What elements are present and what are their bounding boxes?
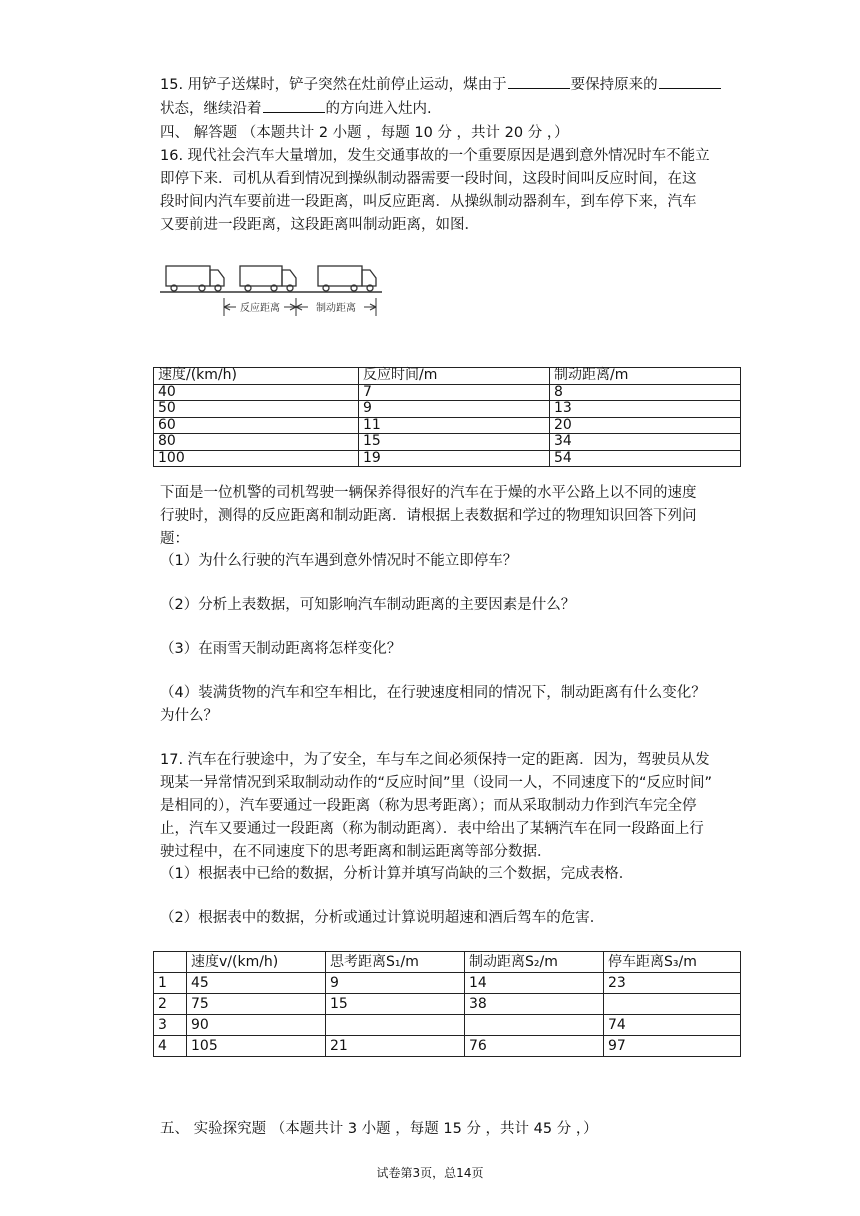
table-row xyxy=(154,994,741,1015)
cell: 13 xyxy=(550,401,741,418)
cell: 7 xyxy=(359,384,550,401)
q17-sub-1: （1）根据表中已给的数据，分析计算并填写尚缺的三个数据，完成表格． xyxy=(160,866,634,882)
q17-table xyxy=(153,951,741,1057)
q16-para-6: 行驶时，测得的反应距离和制动距离．请根据上表数据和学过的物理知识回答下列问 xyxy=(160,508,697,524)
q15-text-c: 状态，继续沿着 xyxy=(160,101,262,117)
header-cell xyxy=(154,952,187,973)
q16-para-1: 16. 现代社会汽车大量增加，发生交通事故的一个重要原因是遇到意外情况时车不能立 xyxy=(160,148,710,164)
q17-para-4: 止，汽车又要通过一段距离（称为制动距离）．表中给出了某辆汽车在同一段路面上行 xyxy=(160,821,704,837)
cell: 11 xyxy=(359,417,550,434)
cell: 19 xyxy=(359,450,550,467)
table-header-row xyxy=(154,368,741,385)
q15-line1 xyxy=(160,74,745,96)
cell: 20 xyxy=(550,417,741,434)
cell: 100 xyxy=(154,450,359,467)
trucks-diagram xyxy=(160,258,385,320)
q16-sub-1: （1）为什么行驶的汽车遇到意外情况时不能立即停车？ xyxy=(160,553,518,569)
q17-para-3: 是相同的），汽车要通过一段距离（称为思考距离）；而从采取制动力作到汽车完全停 xyxy=(160,798,697,814)
answer-blank-1[interactable] xyxy=(508,74,570,89)
q16-para-2: 即停下来．司机从看到情况到操纵制动器需要一段时间，这段时间叫反应时间，在这 xyxy=(160,171,697,187)
truck-1-icon xyxy=(166,266,224,291)
section-4-heading: 四、 解答题 （本题共计 2 小题 ，每题 10 分 ，共计 20 分 ，） xyxy=(160,125,569,141)
cell: 45 xyxy=(187,973,326,994)
q16-para-5: 下面是一位机警的司机驾驶一辆保养得很好的汽车在于燥的水平公路上以不同的速度 xyxy=(160,485,697,501)
cell: 8 xyxy=(550,384,741,401)
cell: 15 xyxy=(359,434,550,451)
q16-para-3: 段时间内汽车要前进一段距离，叫反应距离．从操纵制动器刹车，到车停下来，汽车 xyxy=(160,194,697,210)
header-cell: 思考距离S₁/m xyxy=(326,952,465,973)
header-cell: 速度v/(km/h) xyxy=(187,952,326,973)
table-row xyxy=(154,450,741,467)
cell: 75 xyxy=(187,994,326,1015)
cell: 9 xyxy=(359,401,550,418)
q16-para-7: 题： xyxy=(160,531,189,547)
q17-para-2: 现某一异常情况到采取制动动作的“反应时间”里（设同一人，不同速度下的“反应时间” xyxy=(160,775,713,791)
q15-line2 xyxy=(160,98,745,120)
cell: 15 xyxy=(326,994,465,1015)
answer-cell[interactable] xyxy=(604,994,741,1015)
q15-text-a: 15. 用铲子送煤时，铲子突然在灶前停止运动，煤由于 xyxy=(160,77,507,93)
braking-distance-label: 制动距离 xyxy=(316,303,356,314)
table-row xyxy=(154,434,741,451)
header-cell: 反应时间/m xyxy=(359,368,550,385)
cell: 4 xyxy=(154,1036,187,1057)
table-row xyxy=(154,973,741,994)
section-5-heading: 五、 实验探究题 （本题共计 3 小题 ，每题 15 分 ，共计 45 分 ，） xyxy=(160,1121,598,1137)
table-row xyxy=(154,401,741,418)
cell: 1 xyxy=(154,973,187,994)
reaction-distance-label: 反应距离 xyxy=(240,303,280,314)
table-row xyxy=(154,384,741,401)
page-footer: 试卷第3页，总14页 xyxy=(376,1166,484,1180)
q16-sub-2: （2）分析上表数据，可知影响汽车制动距离的主要因素是什么？ xyxy=(160,597,576,613)
q16-sub-3: （3）在雨雪天制动距离将怎样变化？ xyxy=(160,641,402,657)
cell: 3 xyxy=(154,1015,187,1036)
cell: 21 xyxy=(326,1036,465,1057)
cell: 23 xyxy=(604,973,741,994)
table-row xyxy=(154,1015,741,1036)
q17-para-5: 驶过程中，在不同速度下的思考距离和制运距离等部分数据． xyxy=(160,844,552,860)
cell: 9 xyxy=(326,973,465,994)
q16-sub-4b: 为什么？ xyxy=(160,708,218,724)
q15-text-d: 的方向进入灶内. xyxy=(325,101,432,117)
cell: 105 xyxy=(187,1036,326,1057)
cell: 2 xyxy=(154,994,187,1015)
table-row xyxy=(154,1036,741,1057)
header-cell: 停车距离S₃/m xyxy=(604,952,741,973)
cell: 50 xyxy=(154,401,359,418)
cell: 80 xyxy=(154,434,359,451)
answer-blank-3[interactable] xyxy=(263,98,325,113)
table-row xyxy=(154,417,741,434)
q16-sub-4a: （4）装满货物的汽车和空车相比，在行驶速度相同的情况下，制动距离有什么变化？ xyxy=(160,685,706,701)
cell: 60 xyxy=(154,417,359,434)
cell: 34 xyxy=(550,434,741,451)
answer-cell[interactable] xyxy=(465,1015,604,1036)
header-cell: 速度/(km/h) xyxy=(154,368,359,385)
header-cell: 制动距离S₂/m xyxy=(465,952,604,973)
truck-2-icon xyxy=(240,266,296,291)
cell: 90 xyxy=(187,1015,326,1036)
q17-sub-2: （2）根据表中的数据，分析或通过计算说明超速和酒后驾车的危害． xyxy=(160,910,605,926)
cell: 97 xyxy=(604,1036,741,1057)
q15-text-b: 要保持原来的 xyxy=(570,77,658,93)
answer-cell[interactable] xyxy=(326,1015,465,1036)
table-header-row xyxy=(154,952,741,973)
cell: 40 xyxy=(154,384,359,401)
cell: 14 xyxy=(465,973,604,994)
truck-3-icon xyxy=(318,266,376,291)
header-cell: 制动距离/m xyxy=(550,368,741,385)
q16-table xyxy=(153,367,741,467)
cell: 38 xyxy=(465,994,604,1015)
q17-para-1: 17. 汽车在行驶途中，为了安全，车与车之间必须保持一定的距离．因为，驾驶员从发 xyxy=(160,752,710,768)
cell: 74 xyxy=(604,1015,741,1036)
q16-para-4: 又要前进一段距离，这段距离叫制动距离，如图． xyxy=(160,217,479,233)
answer-blank-2[interactable] xyxy=(659,74,721,89)
cell: 54 xyxy=(550,450,741,467)
cell: 76 xyxy=(465,1036,604,1057)
